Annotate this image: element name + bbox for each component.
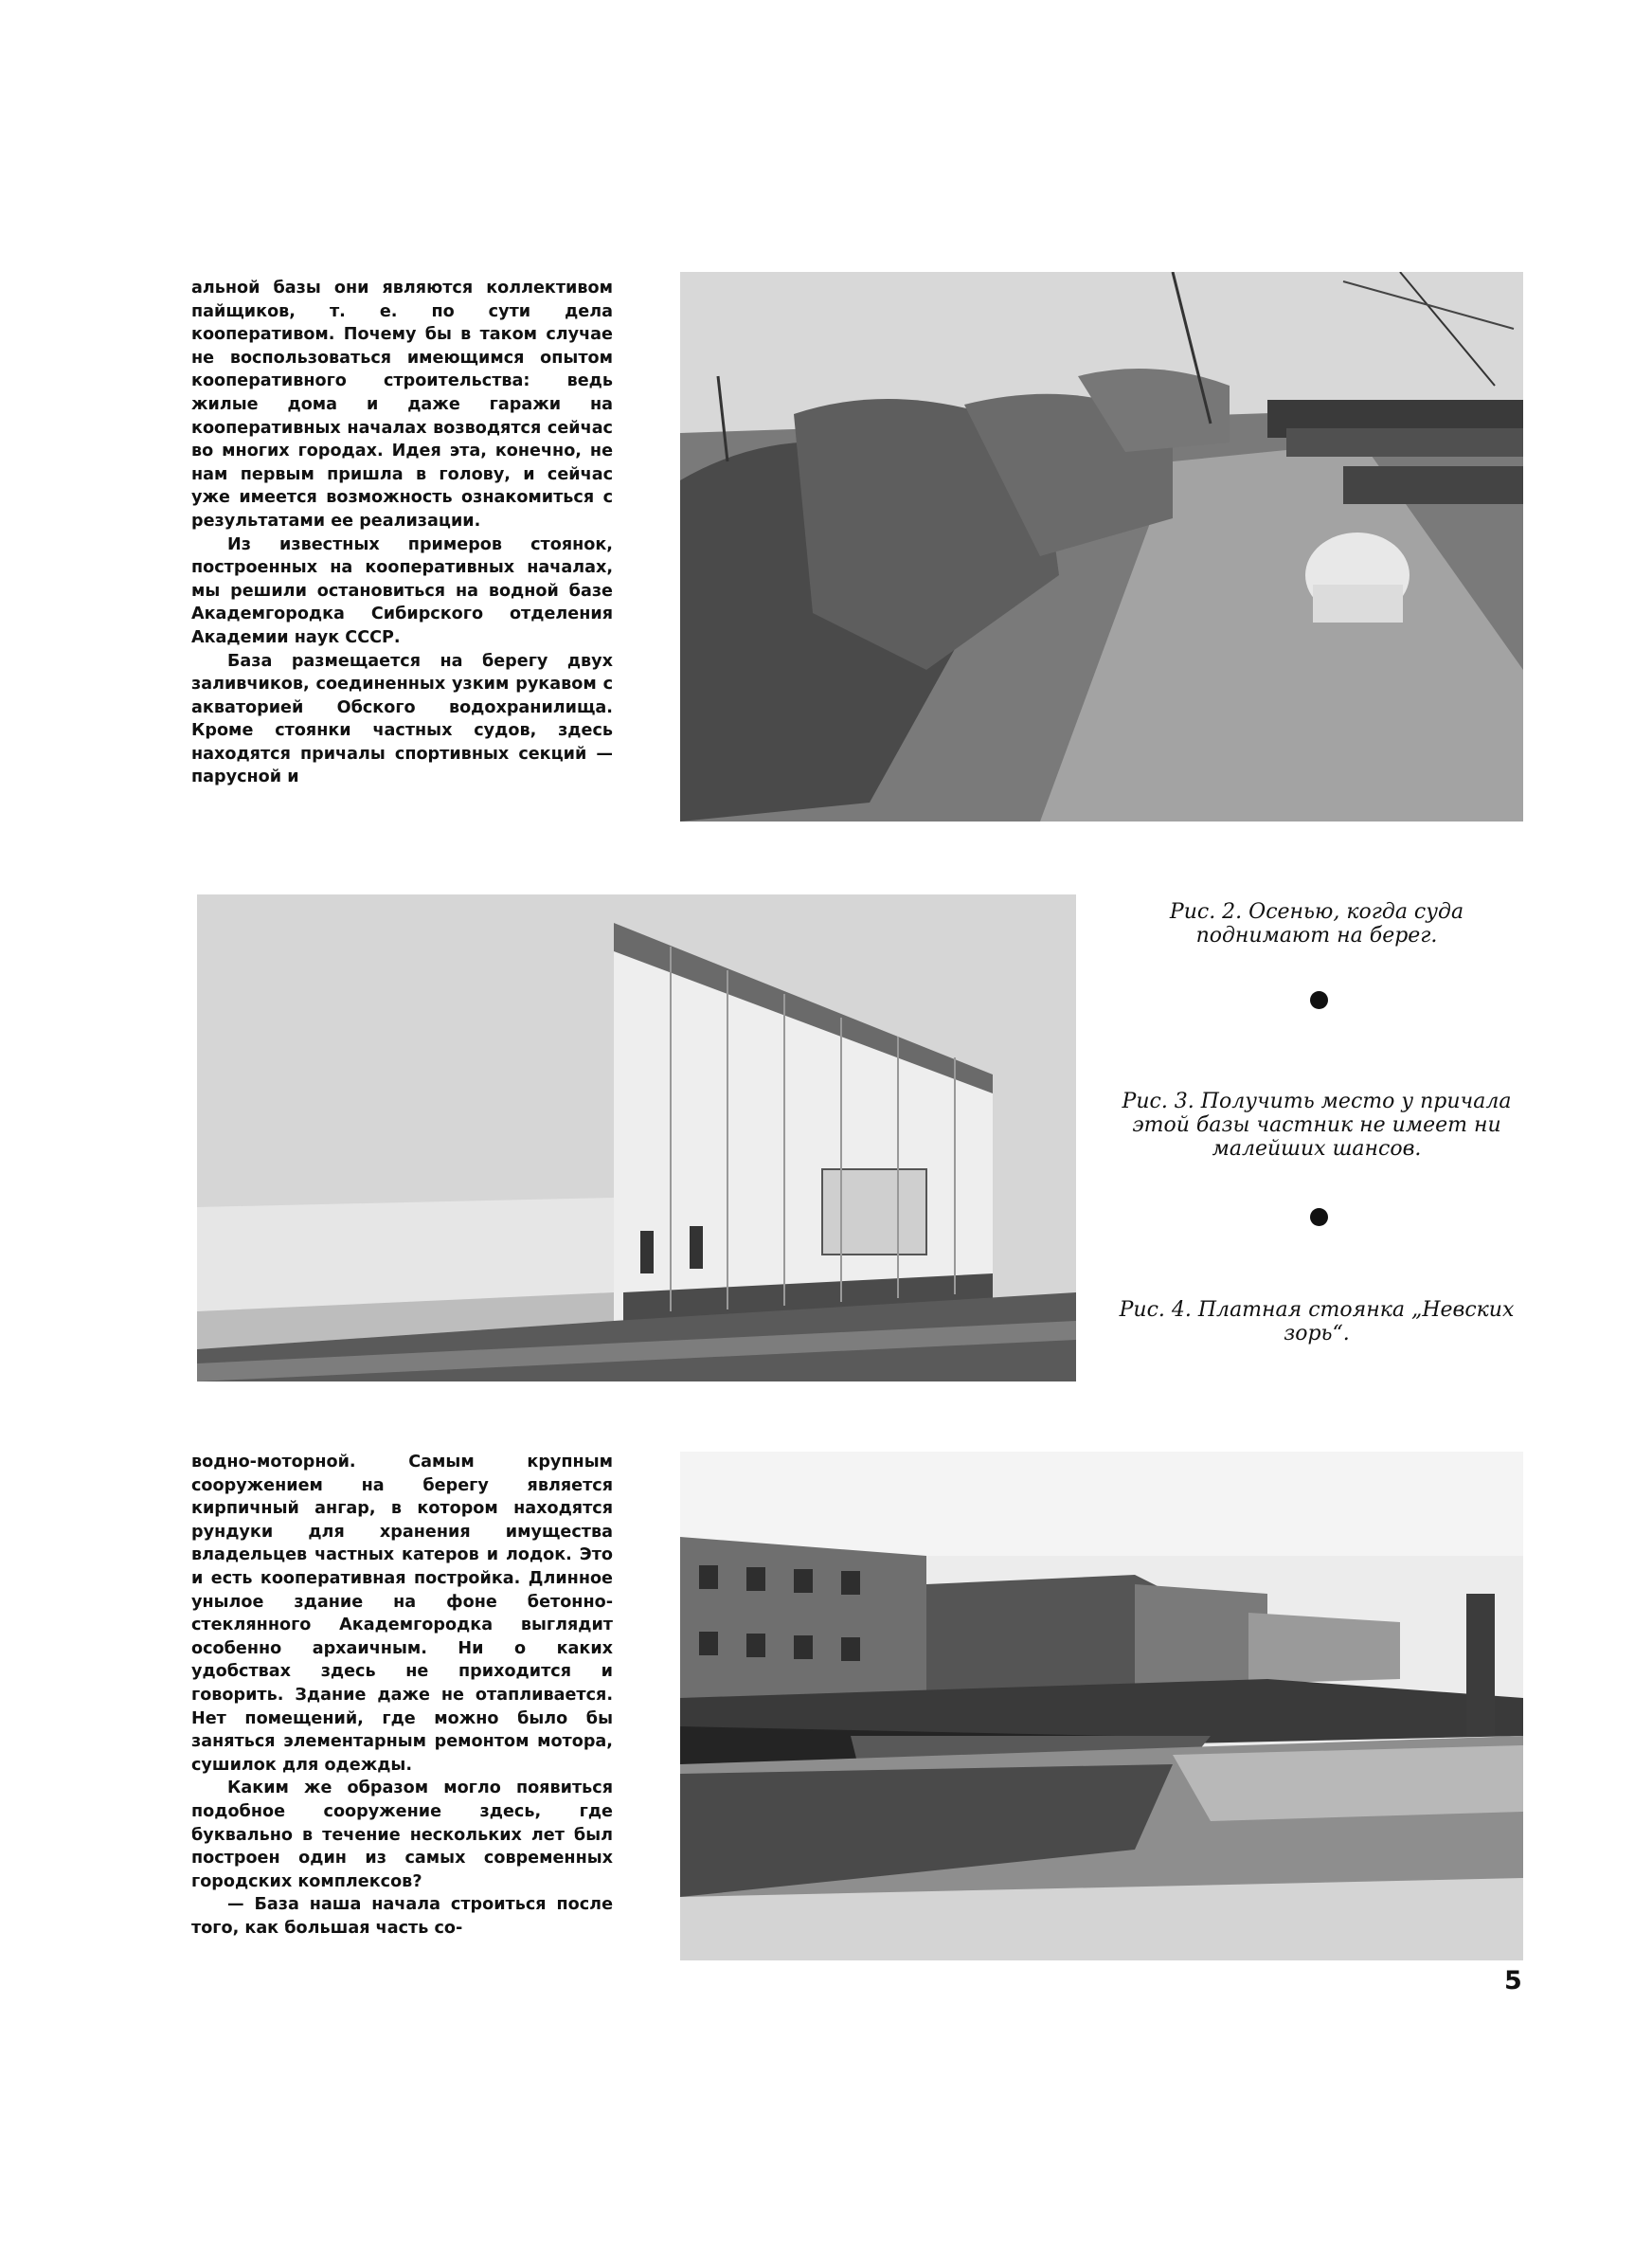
figure-caption-2: Рис. 2. Осенью, когда суда поднимают на берег.: [1169, 900, 1464, 948]
figure-caption-3: Рис. 3. Получить место у причала этой базы частник не имеет ни малейших шансов.: [1122, 1090, 1512, 1161]
paragraph: База размещается на берегу двух заливчиков, соединенных узким рукавом с акваторией Обского водохранилища. Кроме стоянки частных судов, здесь находятся причалы спортивных секций — парусной и: [191, 651, 613, 787]
paragraph: водно-моторной. Самым крупным сооружением на берегу является кирпичный ангар, в котором находятся рундуки для хранения имущества владельцев частных катеров и лодок. Это и есть кооперативная постройка. Длинное унылое здание на фоне бетонно-стеклянного Академгородка выглядит особенно архаичным. Ни о каких удобствах здесь не приходится и говорить. Здание даже не отапливается. Нет помещений, где можно было бы заняться элементарным ремонтом мотора, сушилок для одежды.: [191, 1453, 613, 1775]
paragraph: Из известных примеров стоянок, построенных на кооперативных началах, мы решили остановиться на водной базе Академгородка Сибирского отделения Академии наук СССР.: [191, 534, 613, 647]
paragraph: Каким же образом могло появиться подобное сооружение здесь, где буквально в течение нескольких лет был построен один из самых современных городских комплексов?: [191, 1779, 613, 1891]
photo-boats-on-shore: [680, 272, 1523, 822]
photo-canal-moorings-drawing: [680, 1452, 1523, 1960]
figure-caption-4: Рис. 4. Платная стоянка „Невских зорь“.: [1119, 1298, 1515, 1345]
paragraph: — База наша начала строиться после того, как большая часть со-: [191, 1895, 613, 1938]
photo-hangar-building: [197, 894, 1076, 1381]
article-column-top: [191, 277, 613, 789]
paragraph: альной базы они являются коллективом пайщиков, т. е. по сути дела кооперативом. Почему бы в таком случае не воспользоваться имеющимся опытом кооперативного строительства: ведь жилые дома и даже гаражи на кооперативных началах возводятся сейчас во многих городах. Идея эта, конечно, не нам первым пришла в голову, и сейчас уже имеется возможность ознакомиться с результатами ее реализации.: [191, 279, 613, 531]
article-column-bottom: [191, 1451, 613, 1940]
photo-boats-on-shore-drawing: [680, 272, 1523, 822]
photo-hangar-building-drawing: [197, 894, 1076, 1381]
bullet-dot: [1310, 991, 1328, 1009]
page-number: 5: [1504, 1966, 1522, 1995]
bullet-dot: [1310, 1208, 1328, 1226]
photo-canal-moorings: [680, 1452, 1523, 1960]
